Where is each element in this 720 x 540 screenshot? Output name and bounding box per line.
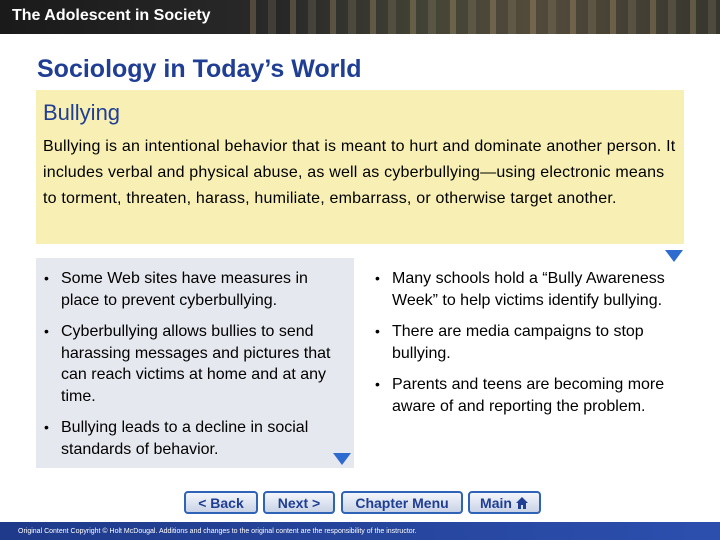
next-button-label: Next > bbox=[277, 494, 321, 511]
list-item: • Many schools hold a “Bully Awareness Week” to help victims identify bullying. bbox=[375, 270, 665, 309]
bullet-icon: • bbox=[375, 323, 380, 339]
list-item: • Some Web sites have measures in place to prevent cyberbullying. bbox=[44, 270, 308, 309]
back-button-label: < Back bbox=[198, 494, 244, 511]
main-button-label: Main bbox=[480, 494, 512, 511]
banner-decoration bbox=[250, 0, 720, 34]
list-item: • Bullying leads to a decline in social standards of behavior. bbox=[44, 419, 309, 458]
definition-text: Bullying is an intentional behavior that is meant to hurt and dominate another person. It includes verbal and physical abuse, as well as cyberbullying—using electronic means to torment, threaten, harass, humiliate, embarrass, or otherwise target another. bbox=[43, 138, 676, 207]
bullet-icon: • bbox=[44, 419, 49, 435]
bullet-icon: • bbox=[44, 323, 49, 339]
copyright-text: Original Content Copyright © Holt McDougal. Additions and changes to the original content are the responsibility of the instructor. bbox=[18, 528, 417, 535]
bullet-icon: • bbox=[44, 270, 49, 286]
next-button[interactable] bbox=[263, 491, 335, 514]
left-bullet-list bbox=[36, 268, 348, 470]
bullet-icon: • bbox=[375, 270, 380, 286]
left-bullets-box bbox=[36, 258, 354, 468]
definition-box bbox=[36, 90, 684, 244]
main-button[interactable] bbox=[468, 491, 541, 514]
list-item: • There are media campaigns to stop bullying. bbox=[375, 323, 644, 362]
list-item: • Cyberbullying allows bullies to send harassing messages and pictures that can reach victims at home and at any time. bbox=[44, 323, 331, 405]
down-triangle-icon[interactable] bbox=[333, 453, 351, 465]
chapter-menu-button[interactable] bbox=[341, 491, 463, 514]
bullet-icon: • bbox=[375, 376, 380, 392]
chapter-menu-label: Chapter Menu bbox=[355, 494, 449, 511]
down-triangle-icon[interactable] bbox=[665, 250, 683, 262]
banner-title: The Adolescent in Society bbox=[12, 7, 211, 24]
back-button[interactable] bbox=[184, 491, 258, 514]
definition-heading: Bullying bbox=[43, 100, 121, 125]
home-icon bbox=[515, 496, 529, 510]
list-item: • Parents and teens are becoming more aware of and reporting the problem. bbox=[375, 376, 665, 415]
page-title: Sociology in Today’s World bbox=[37, 55, 362, 83]
right-bullet-list bbox=[367, 268, 687, 427]
top-banner bbox=[0, 0, 720, 34]
